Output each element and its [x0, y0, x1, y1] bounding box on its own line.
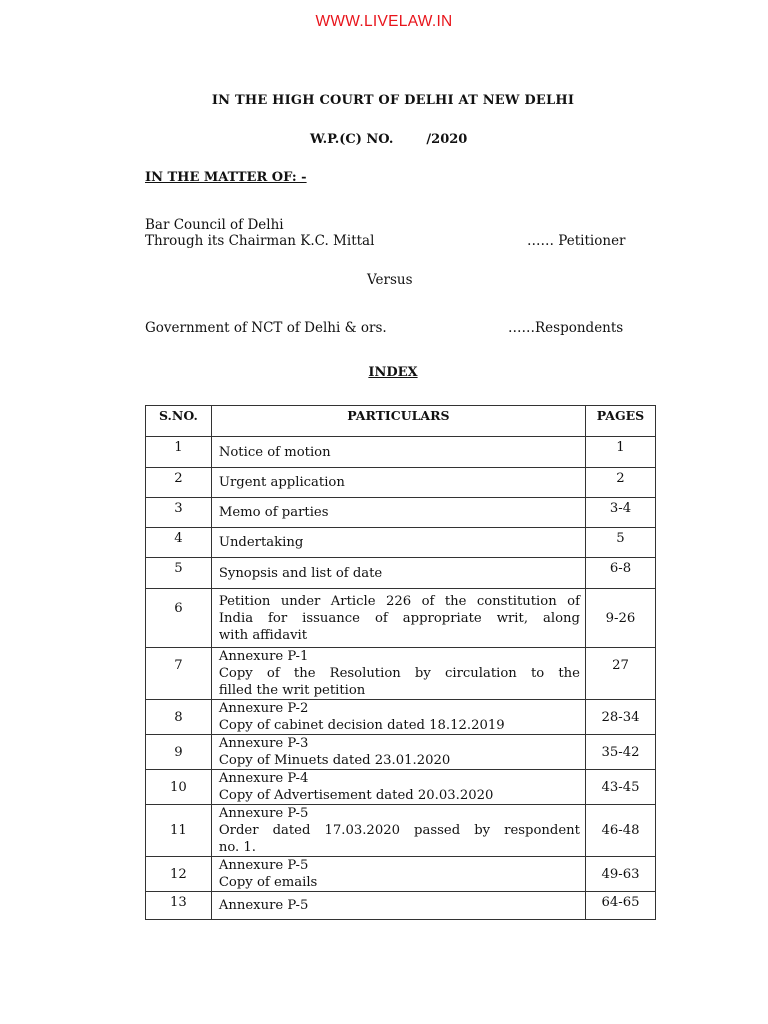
row-particulars: [211, 437, 585, 468]
particular-line: Notice of motion: [218, 444, 331, 460]
table-row: [146, 468, 656, 498]
particular-line: Copy of cabinet decision dated 18.12.2019: [218, 718, 505, 733]
particular-line: filled the writ petition: [218, 683, 366, 698]
row-sno: 2: [146, 468, 212, 498]
particular-line: Memo of parties: [218, 505, 329, 520]
header-particulars: PARTICULARS: [211, 406, 585, 437]
table-row: [146, 648, 656, 700]
row-sno: 8: [146, 700, 212, 735]
particular-line: Annexure P-2: [218, 701, 309, 716]
row-sno: 7: [146, 648, 212, 700]
row-particulars: [211, 589, 585, 648]
row-sno: 9: [146, 735, 212, 770]
petitioner-name: Bar Council of Delhi: [145, 217, 284, 233]
matter-heading: IN THE MATTER OF: -: [145, 170, 307, 185]
index-header-row: [146, 406, 656, 437]
row-pages: 35-42: [585, 735, 655, 770]
row-particulars: [211, 648, 585, 700]
index-table: [145, 405, 656, 920]
row-particulars: [211, 468, 585, 498]
particular-line: Order dated 17.03.2020 passed by respondent: [218, 823, 580, 838]
row-pages: 2: [585, 468, 655, 498]
particular-line: Annexure P-1: [218, 649, 309, 664]
particular-line: Urgent application: [218, 475, 345, 490]
respondent-name: Government of NCT of Delhi & ors.: [145, 320, 387, 336]
court-title: IN THE HIGH COURT OF DELHI AT NEW DELHI: [211, 93, 575, 108]
case-number-prefix: W.P.(C) NO.: [310, 132, 394, 147]
row-particulars: [211, 857, 585, 892]
particular-line: Copy of Advertisement dated 20.03.2020: [218, 788, 494, 803]
row-particulars: [211, 805, 585, 857]
particular-line: Petition under Article 226 of the constitution of: [218, 593, 580, 609]
particular-line: Undertaking: [218, 535, 304, 550]
particular-line: no. 1.: [218, 840, 256, 855]
table-row: [146, 528, 656, 558]
watermark: WWW.LIVELAW.IN: [315, 13, 453, 30]
table-row: [146, 437, 656, 468]
particular-line: Annexure P-5: [218, 898, 309, 913]
particular-line: Annexure P-3: [218, 736, 309, 751]
row-pages: 3-4: [585, 498, 655, 528]
table-row: [146, 857, 656, 892]
table-row: [146, 498, 656, 528]
row-sno: 11: [146, 805, 212, 857]
respondent-role: ……Respondents: [508, 320, 624, 336]
row-sno: 10: [146, 770, 212, 805]
header-pages: PAGES: [585, 406, 655, 437]
versus-label: Versus: [367, 272, 413, 288]
particular-line: Copy of Minuets dated 23.01.2020: [218, 753, 451, 768]
row-sno: 1: [146, 437, 212, 468]
table-row: [146, 589, 656, 648]
index-title: INDEX: [368, 365, 418, 380]
row-particulars: [211, 528, 585, 558]
table-row: [146, 770, 656, 805]
row-sno: 5: [146, 558, 212, 589]
row-pages: 64-65: [585, 892, 655, 920]
table-row: [146, 700, 656, 735]
row-pages: 6-8: [585, 558, 655, 589]
table-row: [146, 892, 656, 920]
particular-line: Synopsis and list of date: [218, 565, 383, 581]
row-particulars: [211, 558, 585, 589]
row-particulars: [211, 735, 585, 770]
row-particulars: [211, 700, 585, 735]
row-pages: 27: [585, 648, 655, 700]
particular-line: Copy of the Resolution by circulation to the: [218, 666, 580, 681]
petitioner-role: …… Petitioner: [527, 233, 626, 249]
row-sno: 4: [146, 528, 212, 558]
case-number: [310, 132, 467, 147]
row-sno: 3: [146, 498, 212, 528]
row-sno: 6: [146, 589, 212, 648]
table-row: [146, 558, 656, 589]
row-pages: 1: [585, 437, 655, 468]
particular-line: Copy of emails: [218, 875, 318, 890]
row-sno: 12: [146, 857, 212, 892]
particular-line: Annexure P-5: [218, 806, 309, 821]
row-sno: 13: [146, 892, 212, 920]
particular-line: Annexure P-5: [218, 858, 309, 873]
particular-line: with affidavit: [218, 627, 308, 643]
row-pages: 28-34: [585, 700, 655, 735]
row-pages: 49-63: [585, 857, 655, 892]
row-particulars: [211, 892, 585, 920]
petitioner-representative: Through its Chairman K.C. Mittal: [145, 233, 375, 249]
particular-line: Annexure P-4: [218, 771, 309, 786]
row-particulars: [211, 770, 585, 805]
row-pages: 46-48: [585, 805, 655, 857]
row-particulars: [211, 498, 585, 528]
particular-line: India for issuance of appropriate writ, along: [218, 610, 580, 626]
case-number-year: /2020: [426, 132, 468, 147]
row-pages: 43-45: [585, 770, 655, 805]
table-row: [146, 735, 656, 770]
row-pages: 5: [585, 528, 655, 558]
row-pages: 9-26: [585, 589, 655, 648]
table-row: [146, 805, 656, 857]
header-sno: S.NO.: [146, 406, 212, 437]
